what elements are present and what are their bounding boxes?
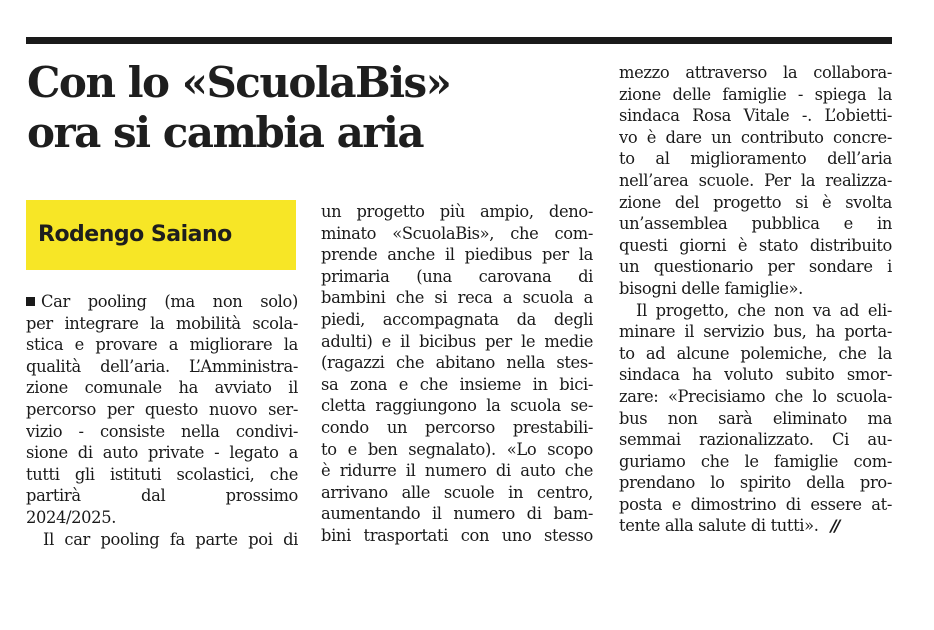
text-line: un progetto più ampio, deno- (321, 202, 593, 221)
text-line: posta e dimostrino di essere at- (619, 494, 892, 514)
text-line: arrivano alle scuole in centro, (321, 482, 593, 502)
location-box (26, 200, 296, 270)
text-line: mezzo attraverso la collabora- (619, 63, 892, 82)
text-line: guriamo che le famiglie com- (619, 451, 892, 471)
text-line: adulti) e il bicibus per le medie (321, 331, 593, 351)
text-line: vo è dare un contributo concre- (619, 127, 892, 147)
text-line: nell’area scuole. Per la realizza- (619, 170, 892, 190)
text-line: è ridurre il numero di auto che (321, 461, 593, 481)
text-line: per integrare la mobilità scola- (26, 313, 298, 333)
text-line: 2024/2025. (26, 507, 117, 527)
text-line: prende anche il piedibus per la (321, 245, 593, 265)
text-line: Il progetto, che non va ad eli- (636, 300, 892, 320)
text-line (26, 291, 298, 313)
text-line: to e ben segnalato). «Lo scopo (321, 439, 593, 459)
text-line: stica e provare a migliorare la (26, 335, 298, 355)
text-line: (ragazzi che abitano nella stes- (321, 353, 593, 373)
text-line: zione delle famiglie - spiega la (619, 84, 892, 104)
text-line: un’assemblea pubblica e in (619, 214, 892, 234)
text-line: minare il servizio bus, ha porta- (619, 322, 892, 342)
text-line: piedi, accompagnata da degli (321, 309, 593, 329)
text-line-content: tente alla salute di tutti». (619, 516, 819, 536)
text-line: Il car pooling fa parte poi di (43, 529, 298, 549)
article-column-3 (619, 62, 892, 537)
text-line: semmai razionalizzato. Ci au- (619, 430, 892, 450)
text-line: primaria (una carovana di (321, 266, 593, 286)
text-line: percorso per questo nuovo ser- (26, 399, 298, 419)
headline-line: ora si cambia aria (27, 108, 424, 157)
text-line: sa zona e che insieme in bici- (321, 374, 593, 394)
text-line: to ad alcune polemiche, che la (619, 343, 892, 363)
article-column-1 (26, 291, 298, 550)
text-line: sindaca Rosa Vitale -. L’obietti- (619, 106, 892, 126)
text-line: to al miglioramento dell’aria (619, 149, 892, 169)
text-line: prendano lo spirito della pro- (619, 473, 892, 493)
text-line: qualità dell’aria. L’Amministra- (26, 356, 298, 376)
end-of-article-mark: // (830, 516, 839, 536)
article-column-2 (321, 201, 593, 547)
headline (27, 58, 597, 158)
text-line: vizio - consiste nella condivi- (26, 421, 298, 441)
text-line: bisogni delle famiglie». (619, 278, 803, 298)
headline-line: Con lo «ScuolaBis» (27, 58, 451, 107)
text-line (619, 515, 892, 537)
text-line: bus non sarà eliminato ma (619, 408, 892, 428)
location-label: Rodengo Saiano (38, 222, 232, 247)
text-line: tutti gli istituti scolastici, che (26, 464, 298, 484)
text-line: un questionario per sondare i (619, 257, 892, 277)
text-line: zione del progetto si è svolta (619, 192, 892, 212)
text-line: questi giorni è stato distribuito (619, 235, 892, 255)
bullet-square-icon (26, 297, 35, 306)
text-line: minato «ScuolaBis», che com- (321, 223, 593, 243)
text-line: partirà dal prossimo (26, 486, 298, 506)
text-line: zare: «Precisiamo che lo scuola- (619, 386, 892, 406)
text-line: zione comunale ha avviato il (26, 378, 298, 398)
text-line-content: Car pooling (ma non solo) (41, 292, 298, 311)
text-line: aumentando il numero di bam- (321, 504, 593, 524)
text-line: cletta raggiungono la scuola se- (321, 396, 593, 416)
text-line: sione di auto private - legato a (26, 443, 298, 463)
text-line: bini trasportati con uno stesso (321, 525, 593, 545)
text-line: condo un percorso prestabili- (321, 417, 593, 437)
top-rule (26, 37, 892, 44)
text-line: sindaca ha voluto subito smor- (619, 365, 892, 385)
text-line: bambini che si reca a scuola a (321, 288, 593, 308)
